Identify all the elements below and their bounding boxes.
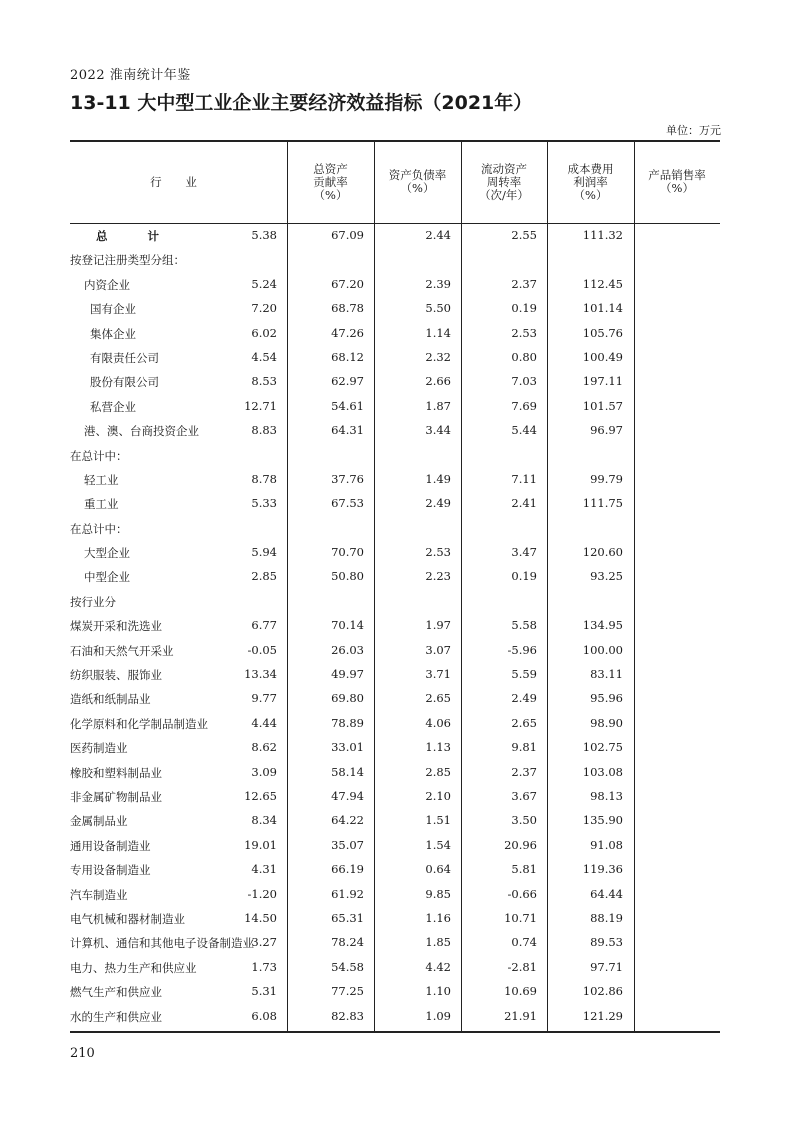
cell-value: 54.58 — [331, 959, 364, 974]
cell-value: 0.80 — [511, 349, 537, 364]
book-title: 2022 淮南统计年鉴 — [70, 68, 191, 83]
cell-value: -0.66 — [507, 886, 537, 901]
cell-value: 101.14 — [582, 301, 623, 316]
cell-value: 67.09 — [331, 228, 364, 242]
cell-value: 12.65 — [244, 788, 277, 803]
row-label: 大型企业 — [84, 546, 130, 561]
row-label: 在总计中： — [70, 448, 128, 463]
row-label: 有限责任公司 — [90, 350, 159, 365]
cell-value: 70.70 — [331, 545, 364, 560]
cell-value: 103.08 — [582, 764, 623, 779]
cell-value: 5.58 — [511, 618, 537, 633]
cell-value: 1.73 — [251, 959, 277, 974]
cell-value: 21.91 — [504, 1008, 537, 1023]
cell-value: -2.81 — [507, 959, 537, 974]
cell-value: 5.50 — [425, 301, 451, 316]
cell-value: 0.19 — [511, 301, 537, 316]
row-label: 集体企业 — [90, 326, 136, 341]
cell-value: 121.29 — [582, 1008, 623, 1023]
cell-value: 1.97 — [425, 618, 451, 633]
cell-value: 3.27 — [251, 935, 277, 950]
cell-value: 12.71 — [244, 398, 277, 413]
cell-value: 50.80 — [331, 569, 364, 584]
header-col2-label: 资产负债率 （%） — [388, 168, 447, 195]
cell-value: 100.49 — [582, 349, 623, 364]
cell-value: 101.57 — [582, 398, 623, 413]
cell-value: 2.85 — [425, 764, 451, 779]
cell-value: 8.78 — [251, 471, 277, 486]
cell-value: 2.37 — [511, 764, 537, 779]
table-row — [70, 638, 720, 662]
row-label: 按登记注册类型分组： — [70, 253, 185, 268]
cell-value: 1.85 — [425, 935, 451, 950]
cell-value: 62.97 — [331, 374, 364, 389]
cell-value: 95.96 — [590, 691, 623, 706]
page-number: 210 — [70, 1046, 95, 1061]
cell-value: 61.92 — [331, 886, 364, 901]
cell-value: 2.37 — [511, 276, 537, 291]
row-label: 私营企业 — [90, 399, 136, 414]
cell-value: 35.07 — [331, 837, 364, 852]
table-bottom-rule — [70, 1031, 720, 1033]
cell-value: 19.01 — [244, 837, 277, 852]
cell-value: 7.20 — [251, 301, 277, 316]
row-label: 汽车制造业 — [70, 887, 128, 902]
table-row — [70, 272, 720, 296]
table-row — [70, 662, 720, 686]
cell-value: -5.96 — [507, 642, 537, 657]
row-label: 橡胶和塑料制品业 — [70, 765, 162, 780]
cell-value: 58.14 — [331, 764, 364, 779]
cell-value: 7.03 — [511, 374, 537, 389]
row-label: 计算机、通信和其他电子设备制造业 — [70, 936, 254, 951]
cell-value: 83.11 — [590, 667, 623, 682]
cell-value: 112.45 — [582, 276, 623, 291]
header-col2 — [374, 141, 461, 223]
cell-value: 2.23 — [425, 569, 451, 584]
table-row — [70, 443, 720, 467]
cell-value: 93.25 — [590, 569, 623, 584]
cell-value: 96.97 — [590, 423, 623, 438]
row-label: 轻工业 — [84, 472, 119, 487]
table-row — [70, 808, 720, 832]
cell-value: 54.61 — [331, 398, 364, 413]
row-label: 国有企业 — [90, 302, 136, 317]
cell-value: 3.67 — [511, 788, 537, 803]
cell-value: 67.20 — [331, 276, 364, 291]
cell-value: 68.12 — [331, 349, 364, 364]
cell-value: 70.14 — [331, 618, 364, 633]
cell-value: 2.53 — [425, 545, 451, 560]
cell-value: 0.74 — [511, 935, 537, 950]
row-label: 在总计中： — [70, 521, 128, 536]
cell-value: 66.19 — [331, 862, 364, 877]
cell-value: 135.90 — [582, 813, 623, 828]
cell-value: 99.79 — [590, 471, 623, 486]
row-label: 港、澳、台商投资企业 — [84, 424, 199, 439]
cell-value: 111.75 — [582, 496, 623, 511]
cell-value: 98.13 — [590, 788, 623, 803]
cell-value: 7.69 — [511, 398, 537, 413]
cell-value: 4.44 — [251, 715, 277, 730]
row-label: 通用设备制造业 — [70, 838, 151, 853]
cell-value: 4.42 — [425, 959, 451, 974]
cell-value: 6.02 — [251, 325, 277, 340]
cell-value: 4.31 — [251, 862, 277, 877]
cell-value: 10.71 — [504, 910, 537, 925]
cell-value: 47.94 — [331, 788, 364, 803]
table-row — [70, 613, 720, 637]
cell-value: 9.77 — [251, 691, 277, 706]
table-row — [70, 906, 720, 930]
row-label: 中型企业 — [84, 570, 130, 585]
cell-value: 6.77 — [251, 618, 277, 633]
row-label: 纺织服装、服饰业 — [70, 668, 162, 683]
cell-value: 1.51 — [425, 813, 451, 828]
cell-value: 64.31 — [331, 423, 364, 438]
row-label: 电力、热力生产和供应业 — [70, 960, 197, 975]
header-col4-label: 成本费用 利润率 （%） — [567, 161, 614, 202]
cell-value: 68.78 — [331, 301, 364, 316]
table-row — [70, 735, 720, 759]
cell-value: 2.66 — [425, 374, 451, 389]
table-row — [70, 784, 720, 808]
table-row — [70, 589, 720, 613]
cell-value: 82.83 — [331, 1008, 364, 1023]
cell-value: 3.44 — [425, 423, 451, 438]
cell-value: 111.32 — [582, 228, 623, 242]
cell-value: 2.10 — [425, 788, 451, 803]
cell-value: 98.90 — [590, 715, 623, 730]
cell-value: 33.01 — [331, 740, 364, 755]
cell-value: 102.86 — [582, 984, 623, 999]
table-row — [70, 833, 720, 857]
cell-value: 9.85 — [425, 886, 451, 901]
cell-value: 37.76 — [331, 471, 364, 486]
cell-value: 1.49 — [425, 471, 451, 486]
cell-value: 2.65 — [511, 715, 537, 730]
cell-value: 2.44 — [425, 228, 451, 242]
cell-value: 3.47 — [511, 545, 537, 560]
cell-value: 134.95 — [582, 618, 623, 633]
cell-value: 47.26 — [331, 325, 364, 340]
table-title: 13-11 大中型工业企业主要经济效益指标（2021年） — [70, 92, 533, 114]
cell-value: 119.36 — [582, 862, 623, 877]
cell-value: 7.11 — [511, 471, 537, 486]
cell-value: 0.64 — [425, 862, 451, 877]
cell-value: 0.19 — [511, 569, 537, 584]
cell-value: 2.65 — [425, 691, 451, 706]
cell-value: 4.06 — [425, 715, 451, 730]
cell-value: 3.07 — [425, 642, 451, 657]
row-label: 电气机械和器材制造业 — [70, 911, 185, 926]
cell-value: 5.38 — [251, 228, 277, 242]
cell-value: 91.08 — [590, 837, 623, 852]
table-row — [70, 955, 720, 979]
header-industry — [70, 141, 287, 223]
cell-value: 78.89 — [331, 715, 364, 730]
row-label: 医药制造业 — [70, 741, 128, 756]
table-body — [70, 223, 720, 1028]
cell-value: 1.14 — [425, 325, 451, 340]
header-col1 — [287, 141, 374, 223]
row-label: 金属制品业 — [70, 814, 128, 829]
cell-value: 5.33 — [251, 496, 277, 511]
header-col5 — [634, 141, 720, 223]
cell-value: 97.71 — [590, 959, 623, 974]
row-label: 重工业 — [84, 497, 119, 512]
cell-value: 102.75 — [582, 740, 623, 755]
cell-value: 78.24 — [331, 935, 364, 950]
table-row — [70, 321, 720, 345]
table-row — [70, 369, 720, 393]
cell-value: 49.97 — [331, 667, 364, 682]
row-label: 总 计 — [96, 229, 178, 243]
cell-value: 9.81 — [511, 740, 537, 755]
header-industry-label: 行 业 — [150, 174, 207, 189]
table-row — [70, 760, 720, 784]
cell-value: 2.49 — [425, 496, 451, 511]
row-label: 股份有限公司 — [90, 375, 159, 390]
cell-value: 8.53 — [251, 374, 277, 389]
table-row — [70, 540, 720, 564]
cell-value: 3.71 — [425, 667, 451, 682]
table-row — [70, 979, 720, 1003]
cell-value: 14.50 — [244, 910, 277, 925]
cell-value: 5.94 — [251, 545, 277, 560]
table-row — [70, 1004, 720, 1028]
table-row — [70, 296, 720, 320]
table-row — [70, 247, 720, 271]
row-label: 内资企业 — [84, 277, 130, 292]
cell-value: 5.44 — [511, 423, 537, 438]
cell-value: -0.05 — [247, 642, 277, 657]
cell-value: 5.59 — [511, 667, 537, 682]
table-row — [70, 930, 720, 954]
cell-value: 10.69 — [504, 984, 537, 999]
cell-value: 8.34 — [251, 813, 277, 828]
table-row — [70, 516, 720, 540]
row-label: 按行业分 — [70, 594, 116, 609]
cell-value: 89.53 — [590, 935, 623, 950]
table-row — [70, 223, 720, 247]
table-row — [70, 857, 720, 881]
cell-value: 1.09 — [425, 1008, 451, 1023]
cell-value: 6.08 — [251, 1008, 277, 1023]
header-col1-label: 总资产 贡献率 （%） — [313, 161, 348, 202]
cell-value: 88.19 — [590, 910, 623, 925]
cell-value: 4.54 — [251, 349, 277, 364]
table-row — [70, 711, 720, 735]
cell-value: 1.16 — [425, 910, 451, 925]
cell-value: 2.53 — [511, 325, 537, 340]
cell-value: 3.09 — [251, 764, 277, 779]
cell-value: 13.34 — [244, 667, 277, 682]
row-label: 石油和天然气开采业 — [70, 643, 174, 658]
cell-value: 64.44 — [590, 886, 623, 901]
table-row — [70, 418, 720, 442]
row-label: 燃气生产和供应业 — [70, 985, 162, 1000]
header-col3 — [461, 141, 547, 223]
row-label: 化学原料和化学制品制造业 — [70, 716, 208, 731]
cell-value: 3.50 — [511, 813, 537, 828]
row-label: 专用设备制造业 — [70, 863, 151, 878]
cell-value: 26.03 — [331, 642, 364, 657]
row-label: 非金属矿物制品业 — [70, 789, 162, 804]
cell-value: 8.83 — [251, 423, 277, 438]
table-row — [70, 491, 720, 515]
cell-value: 2.39 — [425, 276, 451, 291]
table-row — [70, 345, 720, 369]
row-label: 水的生产和供应业 — [70, 1009, 162, 1024]
cell-value: 5.24 — [251, 276, 277, 291]
header-col5-label: 产品销售率 （%） — [648, 168, 706, 195]
header-col3-label: 流动资产 周转率 （次/年） — [479, 161, 529, 202]
cell-value: 67.53 — [331, 496, 364, 511]
table-row — [70, 686, 720, 710]
cell-value: -1.20 — [247, 886, 277, 901]
cell-value: 1.54 — [425, 837, 451, 852]
table-row — [70, 564, 720, 588]
cell-value: 2.55 — [511, 228, 537, 242]
table-row — [70, 882, 720, 906]
cell-value: 2.49 — [511, 691, 537, 706]
cell-value: 77.25 — [331, 984, 364, 999]
cell-value: 5.31 — [251, 984, 277, 999]
cell-value: 64.22 — [331, 813, 364, 828]
cell-value: 120.60 — [582, 545, 623, 560]
cell-value: 8.62 — [251, 740, 277, 755]
cell-value: 65.31 — [331, 910, 364, 925]
cell-value: 197.11 — [582, 374, 623, 389]
cell-value: 100.00 — [582, 642, 623, 657]
cell-value: 2.41 — [511, 496, 537, 511]
row-label: 造纸和纸制品业 — [70, 692, 151, 707]
cell-value: 2.32 — [425, 349, 451, 364]
cell-value: 5.81 — [511, 862, 537, 877]
cell-value: 69.80 — [331, 691, 364, 706]
row-label: 煤炭开采和洗选业 — [70, 619, 162, 634]
cell-value: 105.76 — [582, 325, 623, 340]
cell-value: 2.85 — [251, 569, 277, 584]
table-row — [70, 467, 720, 491]
cell-value: 20.96 — [504, 837, 537, 852]
header-col4 — [547, 141, 634, 223]
cell-value: 1.87 — [425, 398, 451, 413]
table-row — [70, 394, 720, 418]
cell-value: 1.13 — [425, 740, 451, 755]
cell-value: 1.10 — [425, 984, 451, 999]
unit-label: 单位：万元 — [666, 124, 721, 137]
